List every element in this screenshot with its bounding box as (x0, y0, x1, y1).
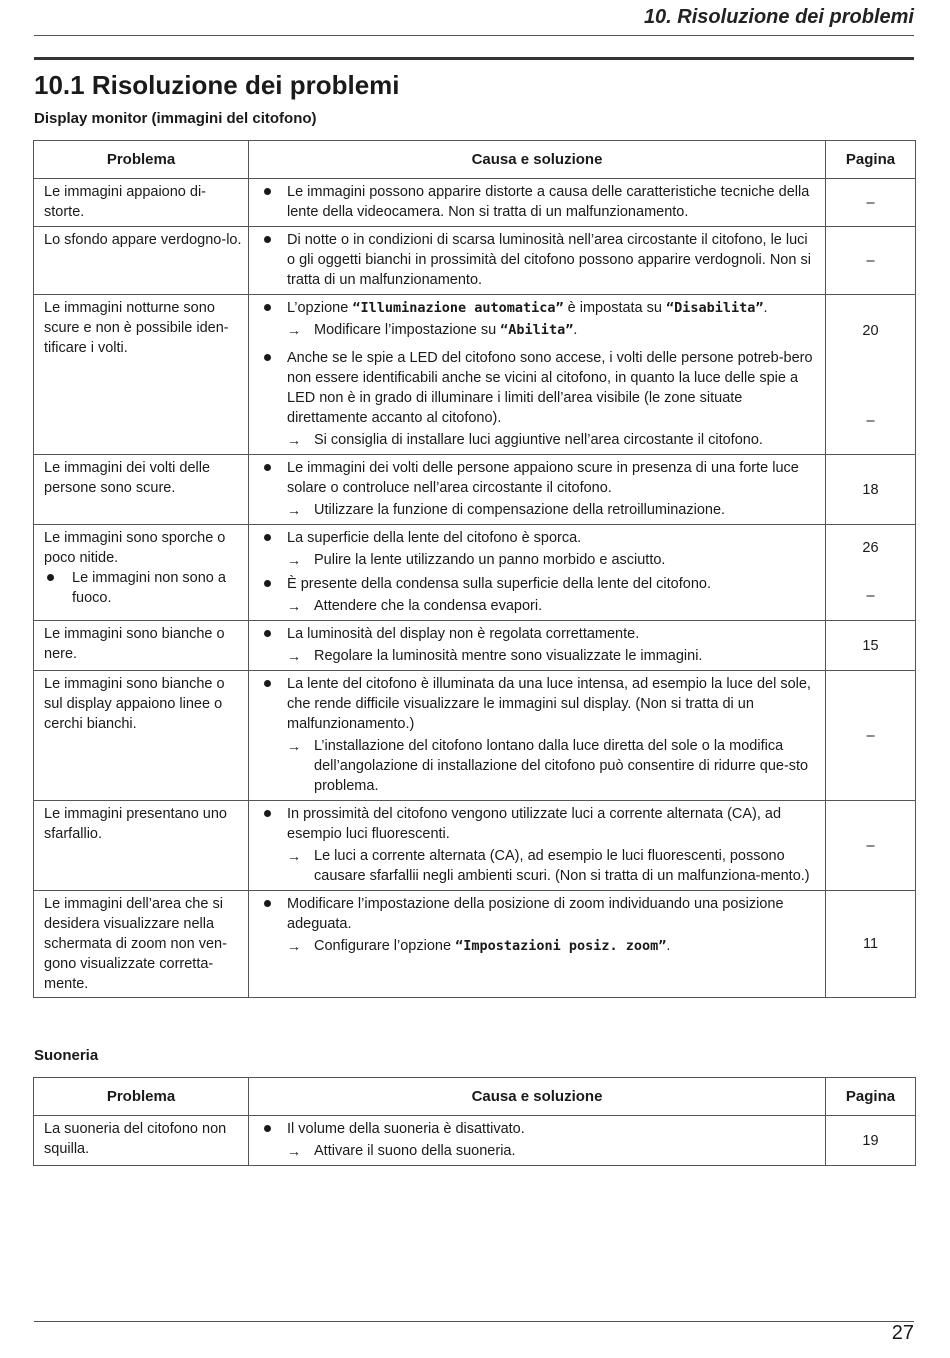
column-header-pagina: Pagina (826, 1078, 916, 1116)
problem-cell: Le immagini presentano uno sfarfallio. (34, 801, 249, 891)
cause-item: È presente della condensa sulla superficie della lente del citofono. (257, 574, 817, 594)
bullet-icon (264, 900, 271, 907)
bullet-icon (264, 680, 271, 687)
arrow-icon: → (287, 598, 301, 614)
table-row (34, 179, 916, 227)
arrow-icon: → (287, 648, 301, 664)
bullet-icon (264, 304, 271, 311)
cause-item: La superficie della lente del citofono è sporca. (257, 528, 817, 548)
page-ref: 26 (862, 540, 879, 556)
cause-item: La lente del citofono è illuminata da una luce intensa, ad esempio la luce del sole, che rende difficile visualizzare le immagini sul display. (Non si tratta di un malfunzionamento.) (257, 674, 817, 734)
bullet-icon (264, 580, 271, 587)
table-row (34, 1116, 916, 1166)
table-row (34, 227, 916, 295)
table-header-row (34, 1078, 916, 1116)
page-number: 27 (891, 1322, 914, 1344)
table-row (34, 525, 916, 621)
bullet-icon (264, 188, 271, 195)
bullet-icon (264, 810, 271, 817)
setting-value: “Disabilita” (666, 300, 764, 316)
page-ref: 20 (862, 323, 879, 339)
page-cell: 19 (826, 1116, 916, 1166)
page-cell: 11 (826, 891, 916, 998)
solution-cell (249, 801, 826, 891)
solution-cell (249, 1116, 826, 1166)
arrow-icon: → (287, 502, 301, 518)
page-cell (826, 525, 916, 621)
section-title: 10.1 Risoluzione dei problemi (34, 70, 400, 100)
arrow-icon: → (287, 1143, 301, 1159)
action-item: → Pulire la lente utilizzando un panno morbido e asciutto. (287, 552, 666, 568)
page-cell (826, 295, 916, 455)
page-cell: – (826, 801, 916, 891)
action-item: → Le luci a corrente alternata (CA), ad esempio le luci fluorescenti, possono causare sfarfallii negli ambienti scuri. (Non si tratta di un malfunziona-mento.) (287, 848, 810, 884)
arrow-icon: → (287, 322, 301, 338)
cause-item: La luminosità del display non è regolata correttamente. (257, 624, 817, 644)
solution-cell (249, 295, 826, 455)
problem-cell: Le immagini dei volti delle persone sono scure. (34, 455, 249, 525)
subsection-title-suoneria: Suoneria (34, 1047, 99, 1064)
cause-item: Le immagini dei volti delle persone appaiono scure in presenza di una forte luce solare o controluce nell’area circostante il citofono. (257, 458, 817, 498)
bullet-icon (47, 574, 54, 581)
solution-cell (249, 891, 826, 998)
action-item: → Attivare il suono della suoneria. (287, 1143, 516, 1159)
cause-item: L’opzione “Illuminazione automatica” è impostata su “Disabilita”. (257, 298, 817, 318)
problem-cell: Le immagini dell’area che si desidera visualizzare nella schermata di zoom non ven-gono visualizzate corretta-mente. (34, 891, 249, 998)
setting-name: “Illuminazione automatica” (352, 300, 564, 316)
table-row (34, 801, 916, 891)
suoneria-troubleshooting-table (33, 1077, 916, 1166)
arrow-icon: → (287, 848, 301, 864)
action-item: → Attendere che la condensa evapori. (287, 598, 543, 614)
subsection-title-display: Display monitor (immagini del citofono) (34, 110, 317, 127)
cause-item: Le immagini possono apparire distorte a causa delle caratteristiche tecniche della lente della videocamera. Non si tratta di un malfunzionamento. (257, 182, 817, 222)
problem-cell: La suoneria del citofono non squilla. (34, 1116, 249, 1166)
bullet-icon (264, 630, 271, 637)
problem-cell: Le immagini sono bianche o nere. (34, 621, 249, 671)
setting-value: “Abilita” (500, 322, 574, 338)
cause-item: In prossimità del citofono vengono utilizzate luci a corrente alternata (CA), ad esempio luci fluorescenti. (257, 804, 817, 844)
arrow-icon: → (287, 552, 301, 568)
solution-cell (249, 227, 826, 295)
problem-cell: Le immagini appaiono di-storte. (34, 179, 249, 227)
cause-item: Modificare l’impostazione della posizione di zoom individuando una posizione adeguata. (257, 894, 817, 934)
column-header-pagina: Pagina (826, 141, 916, 179)
column-header-problema: Problema (34, 1078, 249, 1116)
table-row (34, 621, 916, 671)
page-ref: – (866, 413, 875, 429)
solution-cell (249, 455, 826, 525)
setting-name: “Impostazioni posiz. zoom” (455, 938, 667, 954)
problem-cell: Le immagini notturne sono scure e non è possibile iden-tificare i volti. (34, 295, 249, 455)
table-header-row (34, 141, 916, 179)
chapter-header: 10. Risoluzione dei problemi (643, 6, 914, 28)
table-row (34, 891, 916, 998)
page-ref: – (866, 588, 875, 604)
solution-cell (249, 525, 826, 621)
footer-rule (34, 1321, 914, 1322)
bullet-icon (264, 1125, 271, 1132)
cause-item: Di notte o in condizioni di scarsa luminosità nell’area circostante il citofono, le luci o gli oggetti bianchi in prossimità del citofono possono apparire verdognoli. Non si tratta di un malfunzionamento. (257, 230, 817, 290)
action-item: → L’installazione del citofono lontano dalla luce diretta del sole o la modifica dell’angolazione di installazione del citofono può consentire di ridurre que-sto problema. (287, 738, 809, 794)
page-cell: – (826, 671, 916, 801)
page-cell: 15 (826, 621, 916, 671)
cause-item: Il volume della suoneria è disattivato. (257, 1119, 817, 1139)
column-header-causa: Causa e soluzione (249, 141, 826, 179)
column-header-problema: Problema (34, 141, 249, 179)
page-cell: – (826, 179, 916, 227)
problem-bullet: Le immagini non sono a fuoco. (44, 568, 242, 608)
bullet-icon (264, 534, 271, 541)
arrow-icon: → (287, 938, 301, 954)
bullet-icon (264, 354, 271, 361)
page-cell: 18 (826, 455, 916, 525)
problem-cell: Le immagini sono sporche o poco nitide. Le immagini non sono a fuoco. (34, 525, 249, 621)
solution-cell (249, 671, 826, 801)
bullet-icon (264, 464, 271, 471)
solution-cell (249, 179, 826, 227)
table-row (34, 295, 916, 455)
action-item: → Modificare l’impostazione su “Abilita”. (287, 322, 578, 338)
cause-item: Anche se le spie a LED del citofono sono accese, i volti delle persone potreb-bero non essere identificabili anche se vicini al citofono, in quanto la luce delle spie a LED non è in grado di illuminare i limiti dell’area visibile (le zone situate direttamente accanto al citofono). (257, 348, 817, 428)
table-row (34, 455, 916, 525)
action-item: → Si consiglia di installare luci aggiuntive nell’area circostante il citofono. (287, 432, 763, 448)
problem-cell: Lo sfondo appare verdogno-lo. (34, 227, 249, 295)
problem-cell: Le immagini sono bianche o sul display appaiono linee o cerchi bianchi. (34, 671, 249, 801)
action-item: → Regolare la luminosità mentre sono visualizzate le immagini. (287, 648, 703, 664)
header-rule-thick (34, 57, 914, 60)
bullet-icon (264, 236, 271, 243)
solution-cell (249, 621, 826, 671)
arrow-icon: → (287, 432, 301, 448)
header-rule-thin (34, 35, 914, 36)
action-item: → Utilizzare la funzione di compensazione della retroilluminazione. (287, 502, 726, 518)
display-troubleshooting-table (33, 140, 916, 998)
arrow-icon: → (287, 738, 301, 754)
action-item: → Configurare l’opzione “Impostazioni posiz. zoom”. (287, 938, 671, 954)
column-header-causa: Causa e soluzione (249, 1078, 826, 1116)
page-cell: – (826, 227, 916, 295)
table-row (34, 671, 916, 801)
